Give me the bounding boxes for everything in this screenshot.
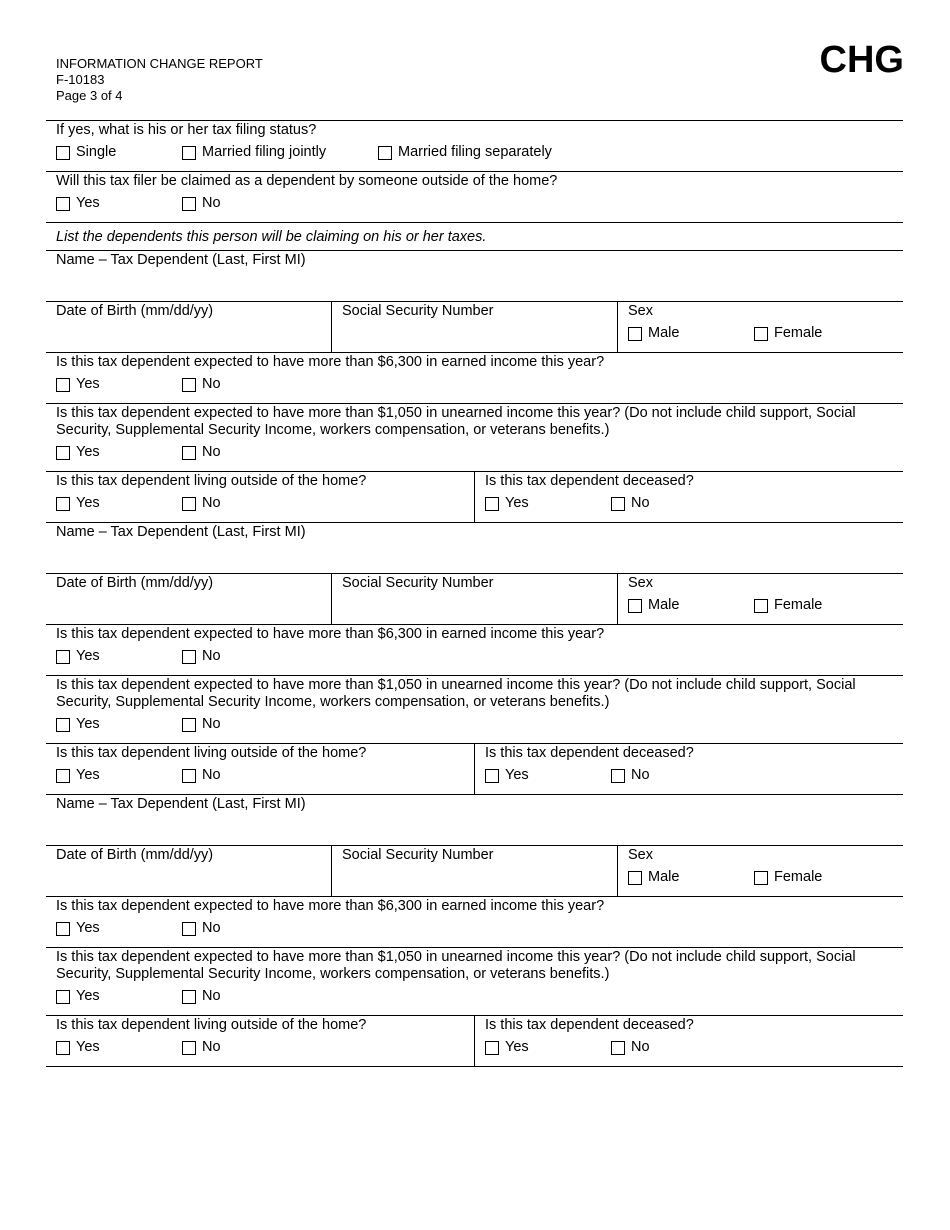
checkbox-box[interactable] bbox=[56, 146, 70, 160]
name-label: Name – Tax Dependent (Last, First MI) bbox=[56, 524, 306, 540]
dependent-name-field[interactable] bbox=[46, 795, 903, 846]
unearned-no-checkbox[interactable]: No bbox=[182, 988, 221, 1005]
form-number: F-10183 bbox=[56, 72, 105, 87]
checkbox-box[interactable] bbox=[182, 922, 196, 936]
female-checkbox[interactable]: Female bbox=[754, 597, 822, 614]
dependent-name-field[interactable] bbox=[46, 523, 903, 574]
dob-field[interactable] bbox=[46, 846, 331, 896]
checkbox-box[interactable] bbox=[56, 990, 70, 1004]
male-checkbox[interactable]: Male bbox=[628, 597, 754, 614]
form-body bbox=[46, 120, 903, 1067]
dob-field[interactable] bbox=[46, 302, 331, 352]
sex-field bbox=[617, 574, 903, 624]
ssn-field[interactable] bbox=[331, 302, 617, 352]
deceased-field bbox=[474, 744, 903, 794]
living-outside-question: Is this tax dependent living outside of the home? bbox=[56, 745, 367, 761]
form-title: INFORMATION CHANGE REPORT bbox=[56, 56, 263, 71]
outside-yes-checkbox[interactable]: Yes bbox=[56, 1039, 182, 1056]
deceased-yes-checkbox[interactable]: Yes bbox=[485, 495, 611, 512]
checkbox-box[interactable] bbox=[56, 197, 70, 211]
checkbox-box[interactable] bbox=[182, 497, 196, 511]
checkbox-box[interactable] bbox=[56, 497, 70, 511]
unearned-income-question: Is this tax dependent expected to have more than $1,050 in unearned income this year? (Do not include child support, Social Security, Supplemental Security Income, workers compensation, or veterans benefits.) bbox=[56, 677, 856, 710]
deceased-question: Is this tax dependent deceased? bbox=[485, 473, 694, 489]
earned-income-question: Is this tax dependent expected to have more than $6,300 in earned income this year? bbox=[56, 898, 605, 914]
list-dependents-instruction-row bbox=[46, 223, 903, 251]
checkbox-box[interactable] bbox=[182, 769, 196, 783]
claimed-no-checkbox[interactable]: No bbox=[182, 195, 221, 212]
status-row bbox=[46, 472, 903, 523]
checkbox-box[interactable] bbox=[378, 146, 392, 160]
living-outside-field bbox=[46, 1016, 474, 1066]
unearned-income-question: Is this tax dependent expected to have more than $1,050 in unearned income this year? (Do not include child support, Social Security, Supplemental Security Income, workers compensation, or veterans benefits.) bbox=[56, 405, 856, 438]
dob-field[interactable] bbox=[46, 574, 331, 624]
married-jointly-checkbox[interactable]: Married filing jointly bbox=[182, 144, 378, 161]
unearned-income-row bbox=[46, 676, 903, 744]
claimed-yes-checkbox[interactable]: Yes bbox=[56, 195, 182, 212]
dependent-blocks bbox=[46, 251, 903, 1067]
earned-income-row bbox=[46, 353, 903, 404]
name-label: Name – Tax Dependent (Last, First MI) bbox=[56, 796, 306, 812]
living-outside-question: Is this tax dependent living outside of the home? bbox=[56, 1017, 367, 1033]
checkbox-box[interactable] bbox=[628, 327, 642, 341]
checkbox-box[interactable] bbox=[182, 650, 196, 664]
earned-income-question: Is this tax dependent expected to have more than $6,300 in earned income this year? bbox=[56, 354, 605, 370]
checkbox-box[interactable] bbox=[182, 718, 196, 732]
deceased-no-checkbox[interactable]: No bbox=[611, 1039, 650, 1056]
dob-label: Date of Birth (mm/dd/yy) bbox=[56, 575, 214, 591]
list-dependents-instruction: List the dependents this person will be claiming on his or her taxes. bbox=[56, 229, 487, 245]
checkbox-box[interactable] bbox=[56, 769, 70, 783]
deceased-question: Is this tax dependent deceased? bbox=[485, 1017, 694, 1033]
dependent-info-row bbox=[46, 574, 903, 625]
earned-yes-checkbox[interactable]: Yes bbox=[56, 648, 182, 665]
checkbox-box[interactable] bbox=[611, 497, 625, 511]
name-label: Name – Tax Dependent (Last, First MI) bbox=[56, 252, 306, 268]
dob-label: Date of Birth (mm/dd/yy) bbox=[56, 303, 214, 319]
earned-no-checkbox[interactable]: No bbox=[182, 376, 221, 393]
checkbox-box[interactable] bbox=[182, 197, 196, 211]
sex-label: Sex bbox=[628, 847, 653, 863]
deceased-yes-checkbox[interactable]: Yes bbox=[485, 767, 611, 784]
ssn-label: Social Security Number bbox=[342, 575, 494, 591]
checkbox-box[interactable] bbox=[628, 599, 642, 613]
married-separately-checkbox[interactable]: Married filing separately bbox=[378, 144, 552, 161]
unearned-yes-checkbox[interactable]: Yes bbox=[56, 716, 182, 733]
form-code: CHG bbox=[819, 39, 904, 81]
dependent-name-field[interactable] bbox=[46, 251, 903, 302]
living-outside-field bbox=[46, 744, 474, 794]
page-number: Page 3 of 4 bbox=[56, 88, 123, 103]
earned-income-question: Is this tax dependent expected to have more than $6,300 in earned income this year? bbox=[56, 626, 605, 642]
male-checkbox[interactable]: Male bbox=[628, 325, 754, 342]
earned-income-row bbox=[46, 897, 903, 948]
ssn-field[interactable] bbox=[331, 846, 617, 896]
ssn-field[interactable] bbox=[331, 574, 617, 624]
checkbox-box[interactable] bbox=[628, 871, 642, 885]
checkbox-box[interactable] bbox=[754, 599, 768, 613]
female-checkbox[interactable]: Female bbox=[754, 869, 822, 886]
checkbox-box[interactable] bbox=[56, 446, 70, 460]
checkbox-box[interactable] bbox=[56, 650, 70, 664]
checkbox-box[interactable] bbox=[56, 1041, 70, 1055]
unearned-no-checkbox[interactable]: No bbox=[182, 444, 221, 461]
checkbox-box[interactable] bbox=[611, 769, 625, 783]
unearned-income-row bbox=[46, 948, 903, 1016]
living-outside-question: Is this tax dependent living outside of the home? bbox=[56, 473, 367, 489]
outside-no-checkbox[interactable]: No bbox=[182, 767, 221, 784]
deceased-yes-checkbox[interactable]: Yes bbox=[485, 1039, 611, 1056]
sex-field bbox=[617, 302, 903, 352]
deceased-no-checkbox[interactable]: No bbox=[611, 495, 650, 512]
outside-no-checkbox[interactable]: No bbox=[182, 495, 221, 512]
dependent-block bbox=[46, 251, 903, 523]
unearned-yes-checkbox[interactable]: Yes bbox=[56, 444, 182, 461]
ssn-label: Social Security Number bbox=[342, 847, 494, 863]
outside-yes-checkbox[interactable]: Yes bbox=[56, 767, 182, 784]
checkbox-box[interactable] bbox=[56, 718, 70, 732]
male-checkbox[interactable]: Male bbox=[628, 869, 754, 886]
deceased-field bbox=[474, 1016, 903, 1066]
earned-no-checkbox[interactable]: No bbox=[182, 920, 221, 937]
checkbox-box[interactable] bbox=[182, 446, 196, 460]
single-checkbox[interactable]: Single bbox=[56, 144, 182, 161]
sex-label: Sex bbox=[628, 575, 653, 591]
status-row bbox=[46, 744, 903, 795]
claimed-dependent-question: Will this tax filer be claimed as a dependent by someone outside of the home? bbox=[56, 173, 558, 189]
outside-no-checkbox[interactable]: No bbox=[182, 1039, 221, 1056]
sex-field bbox=[617, 846, 903, 896]
female-checkbox[interactable]: Female bbox=[754, 325, 822, 342]
checkbox-box[interactable] bbox=[182, 1041, 196, 1055]
dependent-block bbox=[46, 795, 903, 1067]
checkbox-box[interactable] bbox=[56, 922, 70, 936]
unearned-yes-checkbox[interactable]: Yes bbox=[56, 988, 182, 1005]
living-outside-field bbox=[46, 472, 474, 522]
checkbox-box[interactable] bbox=[182, 378, 196, 392]
checkbox-box[interactable] bbox=[754, 327, 768, 341]
ssn-label: Social Security Number bbox=[342, 303, 494, 319]
sex-label: Sex bbox=[628, 303, 653, 319]
unearned-income-question: Is this tax dependent expected to have more than $1,050 in unearned income this year? (Do not include child support, Social Security, Supplemental Security Income, workers compensation, or veterans benefits.) bbox=[56, 949, 856, 982]
filing-status-question: If yes, what is his or her tax filing status? bbox=[56, 122, 317, 138]
checkbox-box[interactable] bbox=[485, 769, 499, 783]
dob-label: Date of Birth (mm/dd/yy) bbox=[56, 847, 214, 863]
filing-status-row bbox=[46, 121, 903, 172]
deceased-field bbox=[474, 472, 903, 522]
deceased-no-checkbox[interactable]: No bbox=[611, 767, 650, 784]
outside-yes-checkbox[interactable]: Yes bbox=[56, 495, 182, 512]
checkbox-box[interactable] bbox=[611, 1041, 625, 1055]
earned-yes-checkbox[interactable]: Yes bbox=[56, 920, 182, 937]
form-header bbox=[56, 56, 263, 104]
checkbox-box[interactable] bbox=[182, 990, 196, 1004]
status-row bbox=[46, 1016, 903, 1067]
checkbox-box[interactable] bbox=[485, 1041, 499, 1055]
dependent-info-row bbox=[46, 302, 903, 353]
earned-yes-checkbox[interactable]: Yes bbox=[56, 376, 182, 393]
dependent-info-row bbox=[46, 846, 903, 897]
unearned-income-row bbox=[46, 404, 903, 472]
claimed-dependent-row bbox=[46, 172, 903, 223]
unearned-no-checkbox[interactable]: No bbox=[182, 716, 221, 733]
checkbox-box[interactable] bbox=[182, 146, 196, 160]
earned-no-checkbox[interactable]: No bbox=[182, 648, 221, 665]
checkbox-box[interactable] bbox=[754, 871, 768, 885]
checkbox-box[interactable] bbox=[56, 378, 70, 392]
earned-income-row bbox=[46, 625, 903, 676]
deceased-question: Is this tax dependent deceased? bbox=[485, 745, 694, 761]
dependent-block bbox=[46, 523, 903, 795]
checkbox-box[interactable] bbox=[485, 497, 499, 511]
